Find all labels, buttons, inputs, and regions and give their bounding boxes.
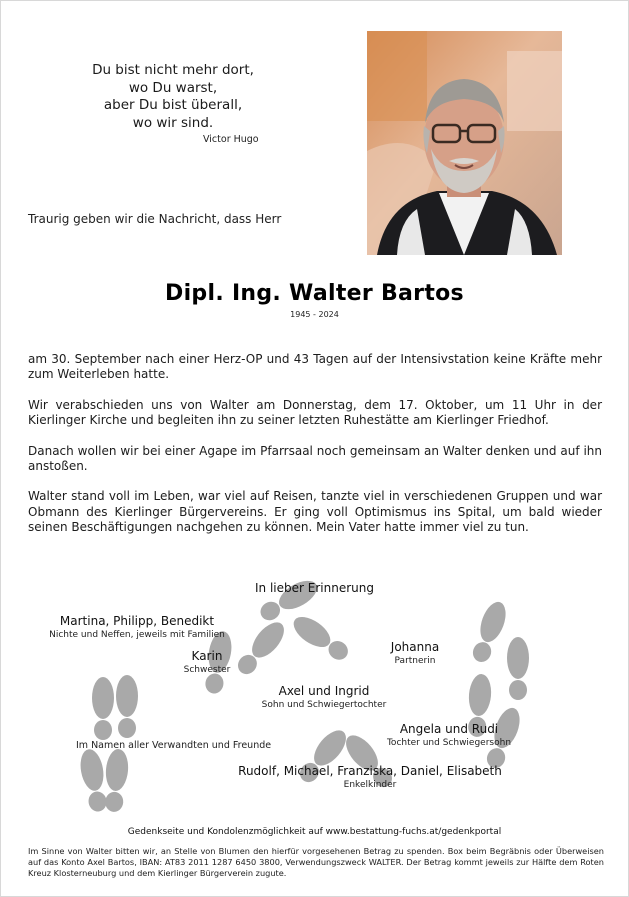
mourner-name: Martina, Philipp, Benedikt — [59, 614, 215, 628]
quote-line: wo Du warst, — [128, 79, 218, 96]
deceased-name: Dipl. Ing. Walter Bartos — [165, 281, 464, 306]
mourner-grandchildren — [228, 764, 512, 791]
life-years: 1945 - 2024 — [290, 310, 339, 319]
mourners-heading-text: In lieber Erinnerung — [255, 581, 374, 595]
portrait-photo — [367, 31, 562, 255]
mourner-johanna — [370, 640, 460, 667]
mourner-role: Enkelkinder — [343, 780, 397, 790]
obituary-paragraph: Danach wollen wir bei einer Agape im Pfarrsaal noch gemeinsam an Walter denken und auf ihn anstoßen. — [28, 443, 602, 474]
mourner-name: Angela und Rudi — [399, 722, 499, 736]
memorial-website-note: Gedenkseite und Kondolenzmöglichkeit auf www.bestattung-fuchs.at/gedenkportal — [127, 827, 502, 837]
relatives-note: Im Namen aller Verwandten und Freunde — [76, 740, 272, 751]
mourner-name: Axel und Ingrid — [278, 684, 370, 698]
portrait-illustration — [367, 31, 562, 255]
mourner-role: Nichte und Neffen, jeweils mit Familien — [49, 630, 225, 640]
mourner-role: Tochter und Schwiegersohn — [386, 738, 512, 748]
mourner-name: Karin — [191, 649, 223, 663]
mourner-axel — [244, 684, 404, 711]
obituary-paragraph: Walter stand voll im Leben, war viel auf Reisen, tanzte viel in verschiedenen Gruppen und war Obmann des Kierlinger Bürgervereins. Er ging voll Optimismus ins Spital, um bald wieder seinen Beschäftigungen nachgehen zu können. Mein Vater hatte immer viel zu tun. — [28, 489, 602, 535]
mourner-name: Johanna — [390, 640, 440, 654]
mourner-role: Partnerin — [394, 656, 436, 666]
mourner-martina — [42, 614, 232, 641]
mourner-angela — [372, 722, 526, 749]
obituary-paragraph: Wir verabschieden uns von Walter am Donnerstag, dem 17. Oktober, um 11 Uhr in der Kierlinger Kirche und begleiten ihn zu seiner letzten Ruhestätte am Kierlinger Friedhof. — [28, 397, 602, 428]
mourner-role: Schwester — [183, 665, 231, 675]
donation-note: Im Sinne von Walter bitten wir, an Stelle von Blumen den hierfür vorgesehenen Betrag zu spenden. Box beim Begräbnis oder Überweisen auf das Konto Axel Bartos, IBAN: AT83 2011 1287 6450 3800, Verwendungszweck WALTER. Der Betrag kommt jeweils zur Hälfte dem Roten Kreuz Klosterneuburg und dem Kierlinger Bürgerverein zugute. — [28, 846, 604, 878]
quote-line: aber Du bist überall, — [103, 97, 243, 113]
mourners-heading — [0, 581, 629, 596]
announcement-intro: Traurig geben wir die Nachricht, dass Herr — [28, 212, 282, 226]
obituary-text — [28, 352, 602, 551]
quote — [60, 62, 286, 132]
quote-line: wo wir sind. — [132, 114, 214, 131]
obituary-paragraph: am 30. September nach einer Herz-OP und 43 Tagen auf der Intensivstation keine Kräfte mehr zum Weiterleben hatte. — [28, 352, 602, 382]
quote-author: Victor Hugo — [203, 134, 259, 145]
quote-line: Du bist nicht mehr dort, — [92, 62, 254, 78]
mourner-karin — [160, 649, 254, 676]
mourner-name: Rudolf, Michael, Franziska, Daniel, Elisabeth — [238, 764, 502, 778]
mourner-role: Sohn und Schwiegertochter — [261, 700, 387, 710]
